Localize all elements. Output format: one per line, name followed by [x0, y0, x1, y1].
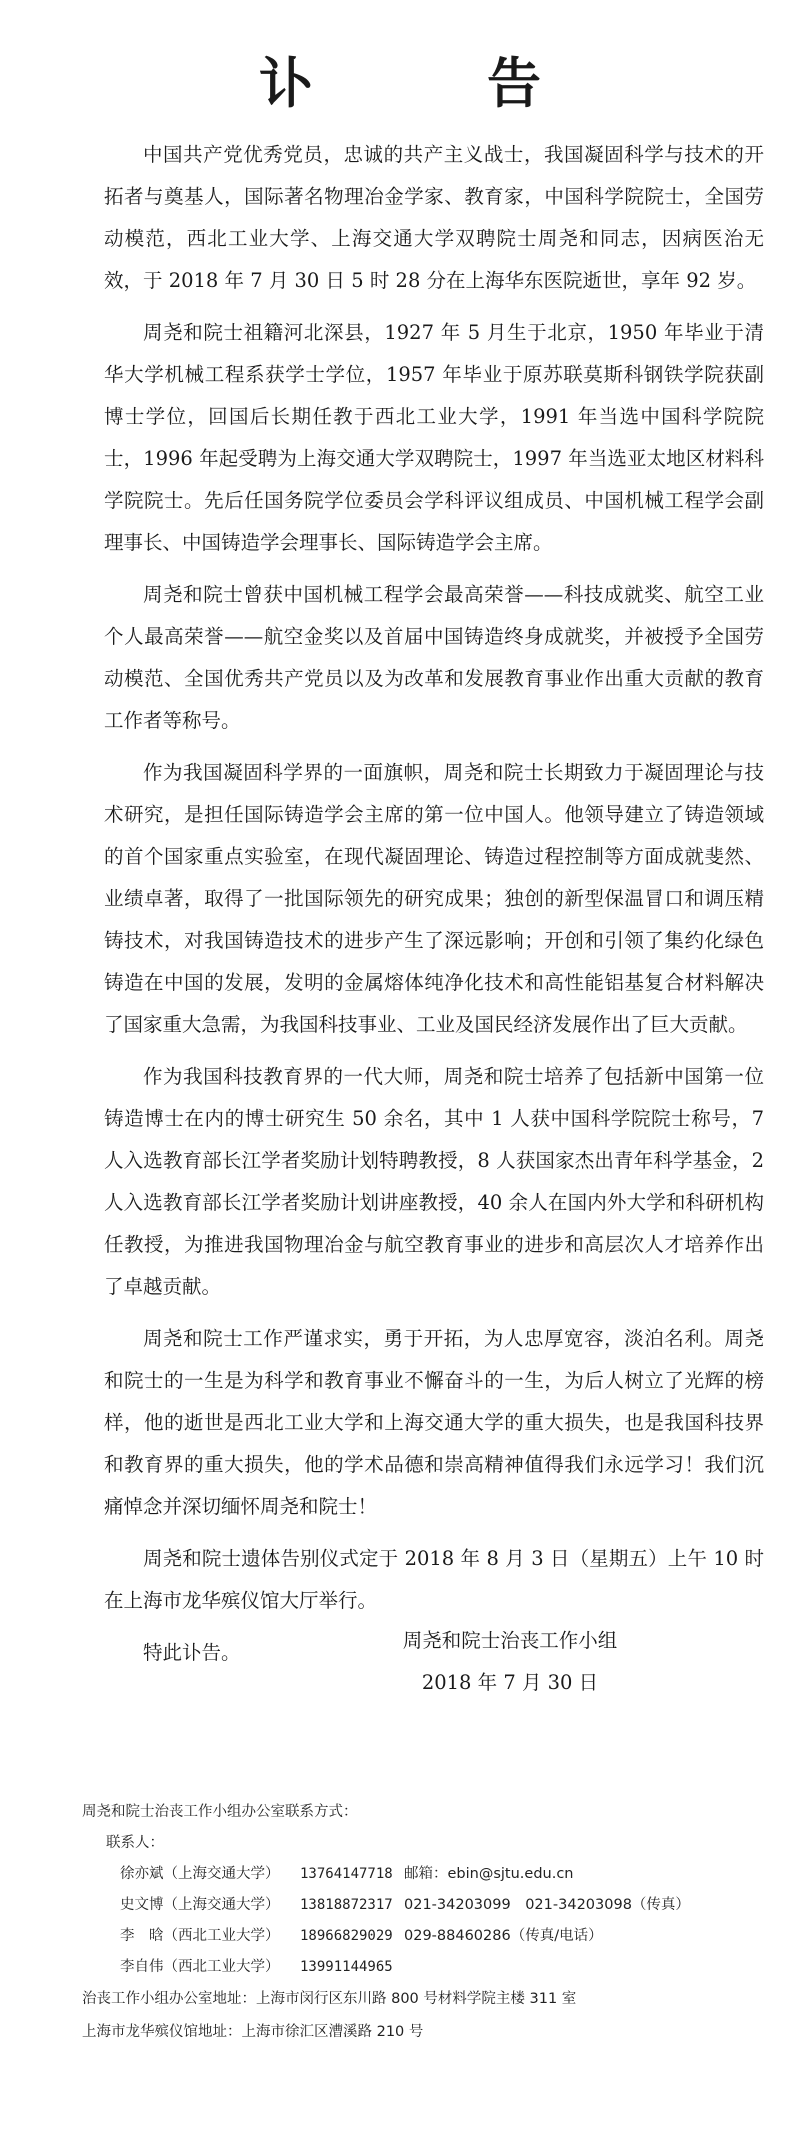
contact-row — [82, 1890, 772, 1921]
contact-name: 史文博（上海交通大学） — [120, 1897, 280, 1913]
contact-name: 徐亦斌（上海交通大学） — [120, 1866, 280, 1882]
contact-people-label: 联系人： — [106, 1835, 164, 1851]
contact-email: 邮箱：ebin@sjtu.edu.cn — [404, 1866, 574, 1882]
paragraph-farewell-ceremony: 周尧和院士遗体告别仪式定于 2018 年 8 月 3 日（星期五）上午 10 时在上海市龙华殡仪馆大厅举行。 — [104, 1547, 764, 1612]
paragraph-closing: 特此讣告。 — [143, 1641, 241, 1664]
obituary-body — [104, 134, 764, 1684]
office-address: 治丧工作小组办公室地址：上海市闵行区东川路 800 号材料学院主楼 311 室 — [82, 1991, 577, 2007]
paragraph-intro: 中国共产党优秀党员，忠诚的共产主义战士，我国凝固科学与技术的开拓者与奠基人，国际著名物理冶金学家、教育家，中国科学院院士，全国劳动模范，西北工业大学、上海交通大学双聘院士周尧和同志，因病医治无效，于 2018 年 7 月 30 日 5 时 28 分在上海华东医院逝世，享年 92 岁。 — [104, 143, 764, 292]
contact-phone: 13991144965 — [300, 1959, 393, 1975]
signature-block — [300, 1620, 720, 1704]
contact-tel-fax: 021-34203099 021-34203098（传真） — [404, 1897, 690, 1913]
paragraph-honors: 周尧和院士曾获中国机械工程学会最高荣誉——科技成就奖、航空工业个人最高荣誉——航空金奖以及首届中国铸造终身成就奖，并被授予全国劳动模范、全国优秀共产党员以及为改革和发展教育事业作出重大贡献的教育工作者等称号。 — [104, 583, 764, 732]
paragraph-biography: 周尧和院士祖籍河北深县，1927 年 5 月生于北京，1950 年毕业于清华大学机械工程系获学士学位，1957 年毕业于原苏联莫斯科钢铁学院获副博士学位，回国后长期任教于西北工业大学，1991 年当选中国科学院院士，1996 年起受聘为上海交通大学双聘院士，1997 年当选亚太地区材料科学院院士。先后任国务院学位委员会学科评议组成员、中国机械工程学会副理事长、中国铸造学会理事长、国际铸造学会主席。 — [104, 321, 764, 554]
contact-phone: 13764147718 — [300, 1866, 393, 1882]
funeral-home-address: 上海市龙华殡仪馆地址：上海市徐汇区漕溪路 210 号 — [82, 2024, 424, 2040]
contact-row — [82, 1859, 772, 1890]
paragraph-character: 周尧和院士工作严谨求实，勇于开拓，为人忠厚宽容，淡泊名利。周尧和院士的一生是为科学和教育事业不懈奋斗的一生，为后人树立了光辉的榜样，他的逝世是西北工业大学和上海交通大学的重大损失，也是我国科技界和教育界的重大损失，他的学术品德和崇高精神值得我们永远学习！我们沉痛悼念并深切缅怀周尧和院士！ — [104, 1327, 764, 1518]
contact-phone: 18966829029 — [300, 1928, 393, 1944]
contact-phone: 13818872317 — [300, 1897, 393, 1913]
contact-section — [82, 1797, 772, 2049]
signature-org: 周尧和院士治丧工作小组 — [402, 1629, 618, 1652]
contact-row — [82, 1952, 772, 1983]
contact-row — [82, 1921, 772, 1952]
page-title: 讣 告 — [259, 52, 601, 115]
contact-name: 李自伟（西北工业大学） — [120, 1959, 280, 1975]
contact-name: 李 晗（西北工业大学） — [120, 1928, 280, 1944]
contact-tel-fax: 029-88460286（传真/电话） — [404, 1928, 603, 1944]
contact-heading: 周尧和院士治丧工作小组办公室联系方式： — [82, 1804, 358, 1820]
signature-date: 2018 年 7 月 30 日 — [421, 1671, 599, 1694]
paragraph-research: 作为我国凝固科学界的一面旗帜，周尧和院士长期致力于凝固理论与技术研究，是担任国际铸造学会主席的第一位中国人。他领导建立了铸造领域的首个国家重点实验室，在现代凝固理论、铸造过程控制等方面成就斐然、业绩卓著，取得了一批国际领先的研究成果；独创的新型保温冒口和调压精铸技术，对我国铸造技术的进步产生了深远影响；开创和引领了集约化绿色铸造在中国的发展，发明的金属熔体纯净化技术和高性能铝基复合材料解决了国家重大急需，为我国科技事业、工业及国民经济发展作出了巨大贡献。 — [104, 761, 764, 1036]
paragraph-education: 作为我国科技教育界的一代大师，周尧和院士培养了包括新中国第一位铸造博士在内的博士研究生 50 余名，其中 1 人获中国科学院院士称号，7 人入选教育部长江学者奖励计划特聘教授，8 人获国家杰出青年科学基金，2 人入选教育部长江学者奖励计划讲座教授，40 余人在国内外大学和科研机构任教授，为推进我国物理冶金与航空教育事业的进步和高层次人才培养作出了卓越贡献。 — [104, 1065, 764, 1298]
